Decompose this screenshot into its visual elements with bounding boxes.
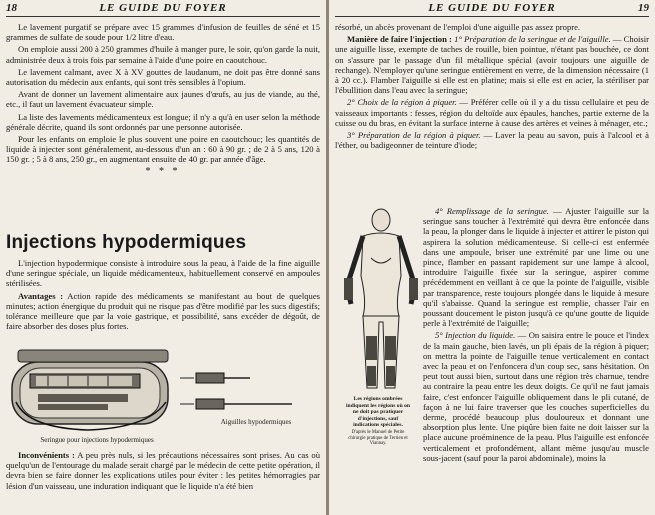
step1-title: 1° Préparation de la seringue et de l'aiguille. [451,34,611,45]
step4-text [423,206,649,463]
step4-title: 4° Remplissage de la seringue. [435,206,549,216]
section-divider: * * * [145,165,181,177]
step5-title: 5° Injection du liquide. [435,330,516,341]
syringe-caption: Seringue pour injections hypodermiques [40,436,154,444]
paragraph: résorbé, un abcès provenant de l'emploi d'une aiguille pas assez propre. [335,22,581,32]
inconvenients-text [6,450,320,491]
left-header-title: LE GUIDE DU FOYER [99,2,227,14]
paragraph: Le lavement purgatif se prépare avec 15 grammes d'infusion de feuilles de séné et 15 grammes de sulfate de soude pour 1/2 litre d'eau. [6,22,320,43]
needles-illustration [180,366,320,414]
figure-credit: D'après le Manuel de Petite chirurgie pratique de Terrien et Viannay. [348,430,408,447]
step4-paragraph [423,206,649,328]
step3-text: — Laver la peau au savon, puis à l'alcool et à l'éther, ou badigeonner de teinture d'iode; [335,130,649,151]
paragraph: Avant de donner un lavement alimentaire aux jaunes d'œufs, au jus de viande, au thé, etc., il faut un lavement évacuateur simple. [6,89,320,110]
right-running-header [335,2,649,17]
left-page-number: 18 [6,2,17,14]
inconvenients-label: Inconvénients : [18,450,75,460]
left-page [0,0,326,515]
step5-body: — On saisira entre le pouce et l'index de la main gauche, bien lavés, un pli épais de la région à piquer; on mettra la pointe de l'aiguille tenue verticalement en contact avec la peau et on l'enfoncera d'un coup sec, sans hésitation. On peut tout aussi bien, surtout dans une région très charnue, tendre au contraire la peau entre les deux doigts. Ce qu'il ne faut jamais faire, c'est enfoncer l'aiguille obliquement dans le pli cutané, de façon à ne lui faire traverser que les couches superficielles du derme, procédé beaucoup plus douloureux et donnant une absorption plus lente. Une piqûre bien faite ne doit laisser sur la place aucune proéminence de la peau. Plus l'aiguille est enfoncée verticalement et profondément, allant même jusqu'au muscle sous-jacent (sauf pour la paroi abdominale), moins la [423,330,649,463]
injection-intro [6,258,320,331]
needles-caption: Aiguilles hypodermiques [220,418,292,426]
body-figure-illustration [341,206,421,396]
left-running-header [6,2,320,17]
avantages-text: Action rapide des médicaments se manifestant au bout de quelques minutes; action énergique du produit qui ne risque pas d'être modifié par les sucs digestifs; tolérance meilleure que par la voie gastrique, et possibilité, sans excéder de dégoût, de faire absorber des doses plus fortes. [6,290,320,332]
paragraph: L'injection hypodermique consiste à introduire sous la peau, à l'aide de la fine aiguille d'une seringue spéciale, un liquide médicamenteux, habituellement conservé en ampoules stérilisées. [6,258,320,289]
avantages-label: Avantages : [18,290,64,301]
inconvenients-paragraph [6,450,320,491]
paragraph: La liste des lavements médicamenteux est longue; il n'y a qu'à en user selon la méthode générale décrite, quand ils sont ordonnés par une personne autorisée. [6,111,320,132]
syringe-illustration [8,342,183,434]
step2-text: — Préférer celle où il y a du tissu cellulaire et peu de vaisseaux importants : fesses, région du deltoïde aux épaules, hanches, partie externe de la cuisse ou du bras, en évitant la surface interne à cause des artères et veines à ménager, etc.; [335,97,649,128]
avantages-paragraph [6,291,320,332]
lavement-text [6,22,320,179]
right-top-text [335,22,649,150]
step1-text: — Choisir une aiguille lisse, exempte de taches de rouille, bien pointue, n'étant pas bouchée, ce dont on s'assure par le passage d'un fil métallique spécial (avoir toujours une aiguille de rechange). N'employer qu'une seringue entièrement en verre, de la dimension nécessaire (1 à 20 cc.). Flamber l'aiguille si elle est en platine; mais si elle est en acier, la stériliser par l'ébullition dans l'eau avec la seringue; [335,34,649,96]
maniere-label: Manière de faire l'injection : [347,34,452,45]
step3-title: 3° Préparation de la région à piquer. [347,130,481,141]
step3-paragraph [335,130,649,150]
section-title: Injections hypodermiques [6,232,247,253]
paragraph: Le lavement calmant, avec X à XV gouttes de laudanum, ne doit pas être donné sans autorisation du médecin aux enfants, qui sont très sensibles à l'opium. [6,66,320,88]
paragraph: On emploie aussi 200 à 250 grammes d'huile à manger pure, le soir, qu'on garde la nuit, administrée deux à trois fois par semaine à l'aide d'une poire en caoutchouc. [6,44,320,65]
figure-caption: Les régions ombrées indiquent les régions où on ne doit pas pratiquer d'injections, sauf indications spéciales. [345,396,411,429]
step1-paragraph [335,34,649,95]
inconvenients-body: A peu près nuls, si les précautions nécessaires sont prises. Au cas où quelqu'un de l'entourage du malade serait chargé par le médecin de cette petite opération, il devra bien se faire donner les explications utiles pour éviter : les petites hémorragies par lésion d'un vaisseau, une induration indiquant que le liquide n'a été bien [6,450,320,491]
step2-title: 2° Choix de la région à piquer. [347,97,457,108]
right-page [329,0,655,515]
step2-paragraph [335,97,649,128]
paragraph: Pour les enfants on emploie le plus souvent une poire en caoutchouc; les quantités de liquide à injecter sont généralement, au-dessous d'un an : 60 à 90 gr. ; de 2 à 5 ans, 120 à 150 gr. ; 5 à 8 ans, 250 gr., en augmentant ensuite de 40 gr. par année d'âge. [6,134,320,165]
right-page-number: 19 [638,2,649,14]
right-header-title: LE GUIDE DU FOYER [428,2,556,14]
step4-body: — Ajuster l'aiguille sur la seringue sans toucher à l'extrémité qui devra être enfoncée dans la peau, la plonger dans le liquide à injecter et attirer le piston qui aspirera la solution médicamenteuse. Si celle-ci est enfermée dans une ampoule, briser une extrémité par une lime ou une pince, flamber en passant rapidement sur une lampe à alcool, introduire l'aiguille fixée sur la seringue, aspirer comme précédemment en veillant à ce que la pointe de l'aiguille, visible par transparence, reste toujours plongée dans le liquide à mesure qu'il s'abaisse. Quand la seringue est remplie, chasser l'air en poussant doucement le piston jusqu'à ce qu'une goutte de liquide perle à l'extrémité de l'aiguille; [423,206,650,329]
step5-paragraph [423,330,649,463]
